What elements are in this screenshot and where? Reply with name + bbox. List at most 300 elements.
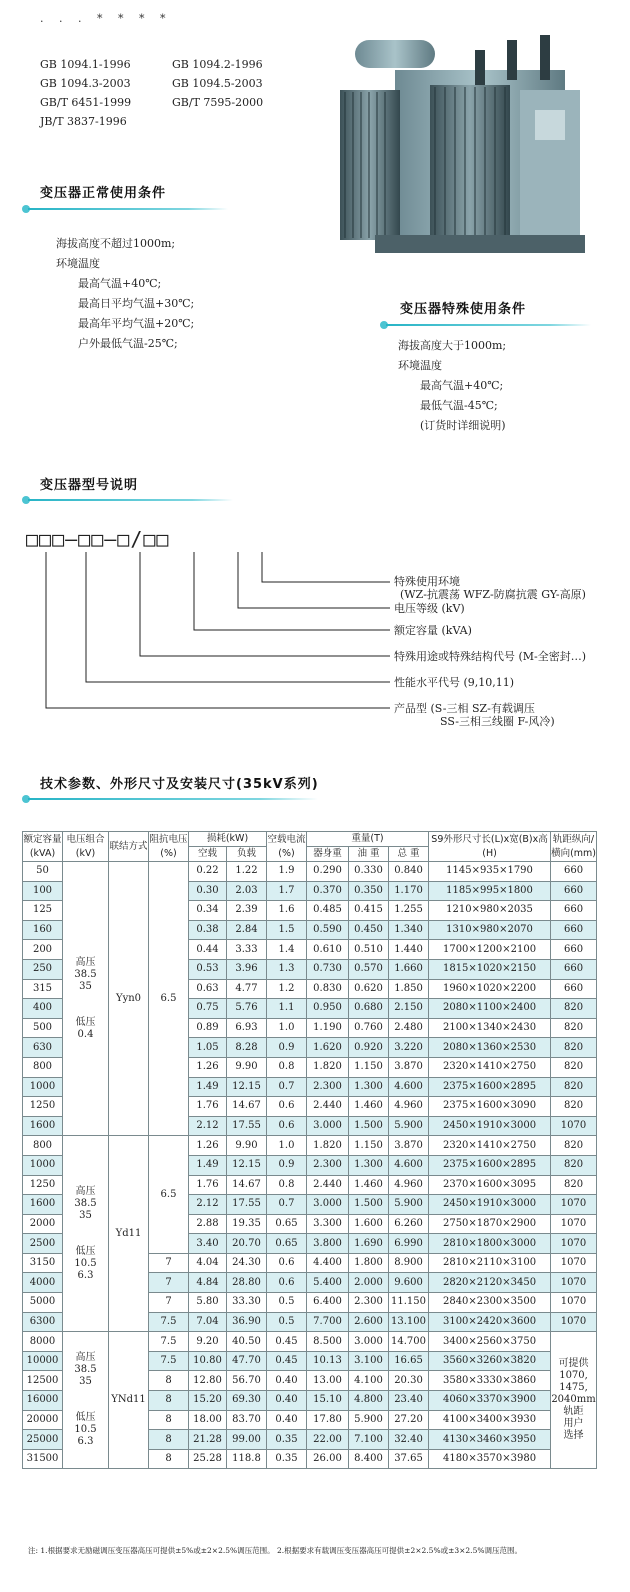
cell-body: 0.950 <box>307 999 349 1019</box>
cell-oil: 0.330 <box>349 862 389 882</box>
cell-total: 3.870 <box>389 1057 429 1077</box>
cell-body: 2.440 <box>307 1175 349 1195</box>
cell-noload: 10.80 <box>189 1351 227 1371</box>
cell-dims: 2840×2300×3500 <box>429 1293 551 1313</box>
cell-gauge: 1070 <box>551 1116 597 1136</box>
cell-oil: 3.000 <box>349 1332 389 1352</box>
cell-total: 9.600 <box>389 1273 429 1293</box>
col-total: 总 重 <box>389 847 429 862</box>
cell-rated: 20000 <box>23 1410 63 1430</box>
cell-noload: 1.49 <box>189 1155 227 1175</box>
cell-dims: 2450×1910×3000 <box>429 1116 551 1136</box>
standard-item: GB 1094.2-1996 <box>172 58 263 71</box>
cell-gauge: 1070 <box>551 1253 597 1273</box>
cell-imp: 8 <box>149 1410 189 1430</box>
cell-load: 2.03 <box>227 881 267 901</box>
cell-rated: 1600 <box>23 1116 63 1136</box>
cell-load: 12.15 <box>227 1077 267 1097</box>
cell-gauge: 820 <box>551 1077 597 1097</box>
cell-oil: 8.400 <box>349 1449 389 1469</box>
cell-rated: 3150 <box>23 1253 63 1273</box>
normal-conditions-title: 变压器正常使用条件 <box>40 186 167 201</box>
cell-oil: 1.150 <box>349 1136 389 1156</box>
cell-load: 33.30 <box>227 1293 267 1313</box>
cell-oil: 0.570 <box>349 959 389 979</box>
cell-current: 0.6 <box>267 1097 307 1117</box>
cell-total: 0.840 <box>389 862 429 882</box>
legend-special-use: 特殊用途或特殊结构代号 (M-全密封…) <box>394 650 587 663</box>
cell-total: 5.900 <box>389 1195 429 1215</box>
cell-total: 4.960 <box>389 1175 429 1195</box>
cell-current: 0.6 <box>267 1273 307 1293</box>
col-imp: 阻抗电压(%) <box>149 832 189 862</box>
cell-body: 4.400 <box>307 1253 349 1273</box>
cell-oil: 0.920 <box>349 1038 389 1058</box>
cell-oil: 1.300 <box>349 1077 389 1097</box>
cell-imp: 7.5 <box>149 1332 189 1352</box>
cell-body: 2.300 <box>307 1077 349 1097</box>
cell-current: 0.45 <box>267 1351 307 1371</box>
cell-noload: 5.80 <box>189 1293 227 1313</box>
standard-item: GB/T 7595-2000 <box>172 96 264 109</box>
cell-imp: 6.5 <box>149 862 189 1136</box>
standard-item: GB 1094.1-1996 <box>40 58 131 71</box>
col-rated: 额定容量(kVA) <box>23 832 63 862</box>
legend-capacity: 额定容量 (kVA) <box>394 624 472 637</box>
cell-body: 3.300 <box>307 1214 349 1234</box>
cell-current: 1.6 <box>267 901 307 921</box>
cell-load: 14.67 <box>227 1097 267 1117</box>
cell-total: 16.65 <box>389 1351 429 1371</box>
cell-noload: 0.30 <box>189 881 227 901</box>
cell-rated: 1600 <box>23 1195 63 1215</box>
cell-imp: 7 <box>149 1293 189 1313</box>
cell-load: 8.28 <box>227 1038 267 1058</box>
cell-oil: 1.460 <box>349 1097 389 1117</box>
cell-noload: 4.84 <box>189 1273 227 1293</box>
cell-rated: 200 <box>23 940 63 960</box>
cell-gauge: 1070 <box>551 1195 597 1215</box>
cell-noload: 18.00 <box>189 1410 227 1430</box>
cell-total: 4.600 <box>389 1155 429 1175</box>
cell-dims: 4130×3460×3950 <box>429 1430 551 1450</box>
cell-imp: 8 <box>149 1371 189 1391</box>
cell-body: 2.300 <box>307 1155 349 1175</box>
cell-voltage: 高压 38.5 35 低压 0.4 <box>63 862 109 1136</box>
cell-rated: 1000 <box>23 1077 63 1097</box>
cell-imp: 8 <box>149 1391 189 1411</box>
cell-noload: 0.89 <box>189 1018 227 1038</box>
cell-gauge: 1070 <box>551 1312 597 1332</box>
cell-conn: Yyn0 <box>109 862 149 1136</box>
legend-special-env-detail: (WZ-抗震荡 WFZ-防腐抗震 GY-高原) <box>400 588 586 601</box>
cell-body: 0.290 <box>307 862 349 882</box>
cell-rated: 2000 <box>23 1214 63 1234</box>
cell-rated: 250 <box>23 959 63 979</box>
cell-current: 0.45 <box>267 1332 307 1352</box>
cell-dims: 2320×1410×2750 <box>429 1057 551 1077</box>
col-voltage: 电压组合(kV) <box>63 832 109 862</box>
cell-oil: 7.100 <box>349 1430 389 1450</box>
cell-dims: 2370×1600×3095 <box>429 1175 551 1195</box>
cell-gauge: 660 <box>551 862 597 882</box>
cell-rated: 16000 <box>23 1391 63 1411</box>
cell-body: 0.370 <box>307 881 349 901</box>
cell-body: 13.00 <box>307 1371 349 1391</box>
col-conn: 联结方式 <box>109 832 149 862</box>
cell-rated: 25000 <box>23 1430 63 1450</box>
col-load: 负载 <box>227 847 267 862</box>
standard-item: GB 1094.5-2003 <box>172 77 263 90</box>
col-loss: 损耗(kW) <box>189 832 267 847</box>
cell-dims: 2320×1410×2750 <box>429 1136 551 1156</box>
cell-load: 6.93 <box>227 1018 267 1038</box>
cell-rated: 12500 <box>23 1371 63 1391</box>
legend-special-env: 特殊使用环境 <box>394 575 460 588</box>
cell-load: 3.33 <box>227 940 267 960</box>
cell-gauge: 820 <box>551 999 597 1019</box>
col-oil: 油 重 <box>349 847 389 862</box>
cell-noload: 2.12 <box>189 1195 227 1215</box>
table-row <box>23 862 597 882</box>
cell-oil: 0.350 <box>349 881 389 901</box>
legend-product-type-2: SS-三相三线圈 F-风冷) <box>440 715 555 728</box>
cell-total: 1.255 <box>389 901 429 921</box>
cell-load: 47.70 <box>227 1351 267 1371</box>
cell-dims: 4180×3570×3980 <box>429 1449 551 1469</box>
cell-noload: 7.04 <box>189 1312 227 1332</box>
cell-gauge: 820 <box>551 1097 597 1117</box>
cell-current: 0.6 <box>267 1116 307 1136</box>
cell-rated: 800 <box>23 1136 63 1156</box>
cell-total: 4.960 <box>389 1097 429 1117</box>
cell-load: 9.90 <box>227 1136 267 1156</box>
cell-oil: 0.680 <box>349 999 389 1019</box>
cell-load: 14.67 <box>227 1175 267 1195</box>
cell-load: 2.39 <box>227 901 267 921</box>
cell-noload: 1.26 <box>189 1057 227 1077</box>
cell-noload: 12.80 <box>189 1371 227 1391</box>
cell-oil: 3.100 <box>349 1351 389 1371</box>
cell-oil: 4.800 <box>349 1391 389 1411</box>
cell-rated: 315 <box>23 979 63 999</box>
cell-dims: 1210×980×2035 <box>429 901 551 921</box>
cell-rated: 50 <box>23 862 63 882</box>
cell-total: 4.600 <box>389 1077 429 1097</box>
cell-total: 5.900 <box>389 1116 429 1136</box>
cell-rated: 1250 <box>23 1097 63 1117</box>
col-current: 空载电流(%) <box>267 832 307 862</box>
cell-rated: 5000 <box>23 1293 63 1313</box>
col-body: 器身重 <box>307 847 349 862</box>
cell-oil: 0.450 <box>349 920 389 940</box>
standard-item: GB/T 6451-1999 <box>40 96 132 109</box>
cell-load: 36.90 <box>227 1312 267 1332</box>
cell-oil: 1.150 <box>349 1057 389 1077</box>
legend-voltage: 电压等级 (kV) <box>394 602 465 615</box>
cell-imp: 7 <box>149 1253 189 1273</box>
cell-body: 10.13 <box>307 1351 349 1371</box>
cell-gauge: 1070 <box>551 1214 597 1234</box>
cell-total: 1.850 <box>389 979 429 999</box>
cell-total: 2.150 <box>389 999 429 1019</box>
cell-total: 2.480 <box>389 1018 429 1038</box>
cell-dims: 2810×2110×3100 <box>429 1253 551 1273</box>
model-code: □□□—□□—□/□□ <box>26 527 170 551</box>
cell-load: 20.70 <box>227 1234 267 1254</box>
legend-product-type: 产品型 (S-三相 SZ-有载调压 <box>394 702 535 715</box>
cell-dims: 4060×3370×3900 <box>429 1391 551 1411</box>
cell-current: 0.6 <box>267 1253 307 1273</box>
cell-rated: 1250 <box>23 1175 63 1195</box>
cell-total: 23.40 <box>389 1391 429 1411</box>
cell-voltage: 高压 38.5 35 低压 10.5 6.3 <box>63 1136 109 1332</box>
cell-current: 0.7 <box>267 1195 307 1215</box>
cell-rated: 630 <box>23 1038 63 1058</box>
cell-rated: 31500 <box>23 1449 63 1469</box>
model-leader-lines <box>0 0 630 740</box>
cell-total: 11.150 <box>389 1293 429 1313</box>
cell-load: 118.8 <box>227 1449 267 1469</box>
cell-body: 3.000 <box>307 1116 349 1136</box>
special-conditions-title: 变压器特殊使用条件 <box>400 302 527 317</box>
cell-dims: 3400×2560×3750 <box>429 1332 551 1352</box>
cell-current: 0.5 <box>267 1293 307 1313</box>
cell-gauge: 820 <box>551 1136 597 1156</box>
cell-load: 24.30 <box>227 1253 267 1273</box>
cell-dims: 2375×1600×2895 <box>429 1077 551 1097</box>
cell-body: 5.400 <box>307 1273 349 1293</box>
cell-dims: 2820×2120×3450 <box>429 1273 551 1293</box>
cell-oil: 2.600 <box>349 1312 389 1332</box>
cell-rated: 800 <box>23 1057 63 1077</box>
cell-total: 6.260 <box>389 1214 429 1234</box>
cell-total: 3.220 <box>389 1038 429 1058</box>
cell-load: 5.76 <box>227 999 267 1019</box>
cell-rated: 4000 <box>23 1273 63 1293</box>
cell-dims: 4100×3400×3930 <box>429 1410 551 1430</box>
cell-gauge: 1070 <box>551 1234 597 1254</box>
table-note: 注: 1.根据要求无励磁调压变压器高压可提供±5%或±2×2.5%调压范围。 2.根据要求有载调压变压器高压可提供±2×2.5%或±3×2.5%调压范围。 <box>28 1546 522 1555</box>
cell-gauge: 660 <box>551 881 597 901</box>
cell-body: 0.590 <box>307 920 349 940</box>
cell-imp: 7 <box>149 1273 189 1293</box>
cell-dims: 1815×1020×2150 <box>429 959 551 979</box>
cell-oil: 1.500 <box>349 1195 389 1215</box>
table-row <box>23 1332 597 1352</box>
cell-load: 1.22 <box>227 862 267 882</box>
cell-rated: 1000 <box>23 1155 63 1175</box>
cell-dims: 1960×1020×2200 <box>429 979 551 999</box>
cell-body: 1.190 <box>307 1018 349 1038</box>
cell-gauge: 820 <box>551 1155 597 1175</box>
cell-load: 17.55 <box>227 1195 267 1215</box>
cell-imp: 8 <box>149 1430 189 1450</box>
cell-body: 0.485 <box>307 901 349 921</box>
cell-load: 56.70 <box>227 1371 267 1391</box>
cell-body: 22.00 <box>307 1430 349 1450</box>
cell-current: 1.3 <box>267 959 307 979</box>
cell-noload: 0.34 <box>189 901 227 921</box>
cell-gauge: 1070 <box>551 1293 597 1313</box>
cell-body: 6.400 <box>307 1293 349 1313</box>
cell-dims: 2810×1800×3000 <box>429 1234 551 1254</box>
cell-noload: 15.20 <box>189 1391 227 1411</box>
spec-table-body <box>23 862 597 1469</box>
cell-total: 6.990 <box>389 1234 429 1254</box>
cell-noload: 9.20 <box>189 1332 227 1352</box>
cell-current: 0.9 <box>267 1155 307 1175</box>
cell-current: 1.0 <box>267 1136 307 1156</box>
cell-current: 1.7 <box>267 881 307 901</box>
cell-load: 28.80 <box>227 1273 267 1293</box>
cell-total: 14.700 <box>389 1332 429 1352</box>
cell-current: 1.9 <box>267 862 307 882</box>
cell-gauge: 820 <box>551 1018 597 1038</box>
cell-dims: 2750×1870×2900 <box>429 1214 551 1234</box>
cell-rated: 125 <box>23 901 63 921</box>
cell-rated: 100 <box>23 881 63 901</box>
cell-current: 1.0 <box>267 1018 307 1038</box>
cell-gauge: 660 <box>551 979 597 999</box>
cell-noload: 2.88 <box>189 1214 227 1234</box>
cell-gauge: 660 <box>551 901 597 921</box>
cell-conn: Yd11 <box>109 1136 149 1332</box>
cell-oil: 0.415 <box>349 901 389 921</box>
cell-oil: 1.600 <box>349 1214 389 1234</box>
cell-oil: 0.760 <box>349 1018 389 1038</box>
cell-dims: 2450×1910×3000 <box>429 1195 551 1215</box>
cell-current: 0.9 <box>267 1038 307 1058</box>
cell-rated: 8000 <box>23 1332 63 1352</box>
cell-rated: 6300 <box>23 1312 63 1332</box>
cell-rated: 2500 <box>23 1234 63 1254</box>
cell-oil: 0.510 <box>349 940 389 960</box>
cell-load: 12.15 <box>227 1155 267 1175</box>
cell-oil: 2.000 <box>349 1273 389 1293</box>
cell-gauge: 820 <box>551 1175 597 1195</box>
cell-noload: 0.63 <box>189 979 227 999</box>
cell-oil: 1.300 <box>349 1155 389 1175</box>
cell-total: 13.100 <box>389 1312 429 1332</box>
cell-oil: 1.800 <box>349 1253 389 1273</box>
cell-body: 0.610 <box>307 940 349 960</box>
special-conditions-text: 海拔高度大于1000m; 环境温度 最高气温+40℃; 最低气温-45℃; (订货时详细说明) <box>398 339 507 432</box>
cell-gauge: 1070 <box>551 1273 597 1293</box>
cell-load: 3.96 <box>227 959 267 979</box>
cell-current: 0.40 <box>267 1371 307 1391</box>
cell-noload: 1.05 <box>189 1038 227 1058</box>
cell-body: 17.80 <box>307 1410 349 1430</box>
cell-noload: 0.53 <box>189 959 227 979</box>
model-title: 变压器型号说明 <box>40 478 139 493</box>
cell-rated: 500 <box>23 1018 63 1038</box>
standard-item: JB/T 3837-1996 <box>40 115 127 128</box>
cell-total: 1.170 <box>389 881 429 901</box>
cell-imp: 6.5 <box>149 1136 189 1254</box>
cell-imp: 8 <box>149 1449 189 1469</box>
cell-load: 83.70 <box>227 1410 267 1430</box>
cell-dims: 3100×2420×3600 <box>429 1312 551 1332</box>
cell-body: 1.820 <box>307 1136 349 1156</box>
cell-current: 0.65 <box>267 1234 307 1254</box>
cell-current: 0.8 <box>267 1057 307 1077</box>
header-dots: . . . * * * * <box>40 12 172 25</box>
cell-current: 1.1 <box>267 999 307 1019</box>
cell-oil: 5.900 <box>349 1410 389 1430</box>
cell-load: 17.55 <box>227 1116 267 1136</box>
cell-noload: 0.44 <box>189 940 227 960</box>
cell-noload: 21.28 <box>189 1430 227 1450</box>
cell-current: 0.5 <box>267 1312 307 1332</box>
cell-noload: 25.28 <box>189 1449 227 1469</box>
cell-dims: 2375×1600×2895 <box>429 1155 551 1175</box>
cell-rated: 160 <box>23 920 63 940</box>
cell-load: 19.35 <box>227 1214 267 1234</box>
standard-item: GB 1094.3-2003 <box>40 77 131 90</box>
cell-noload: 3.40 <box>189 1234 227 1254</box>
cell-current: 1.5 <box>267 920 307 940</box>
cell-load: 40.50 <box>227 1332 267 1352</box>
cell-dims: 2080×1360×2530 <box>429 1038 551 1058</box>
cell-dims: 2100×1340×2430 <box>429 1018 551 1038</box>
cell-dims: 1310×980×2070 <box>429 920 551 940</box>
cell-oil: 1.500 <box>349 1116 389 1136</box>
cell-body: 8.500 <box>307 1332 349 1352</box>
col-gauge: 轨距纵向/横向(mm) <box>551 832 597 862</box>
cell-dims: 3560×3260×3820 <box>429 1351 551 1371</box>
cell-load: 69.30 <box>227 1391 267 1411</box>
cell-dims: 3580×3330×3860 <box>429 1371 551 1391</box>
cell-current: 0.7 <box>267 1077 307 1097</box>
cell-conn: YNd11 <box>109 1332 149 1469</box>
cell-body: 15.10 <box>307 1391 349 1411</box>
cell-total: 8.900 <box>389 1253 429 1273</box>
cell-total: 1.440 <box>389 940 429 960</box>
cell-body: 1.620 <box>307 1038 349 1058</box>
cell-body: 2.440 <box>307 1097 349 1117</box>
cell-body: 3.800 <box>307 1234 349 1254</box>
cell-gauge: 可提供 1070, 1475, 2040mm 轨距 用户 选择 <box>551 1332 597 1469</box>
cell-gauge: 660 <box>551 940 597 960</box>
cell-current: 0.35 <box>267 1449 307 1469</box>
cell-body: 3.000 <box>307 1195 349 1215</box>
cell-total: 20.30 <box>389 1371 429 1391</box>
cell-current: 0.65 <box>267 1214 307 1234</box>
cell-current: 1.4 <box>267 940 307 960</box>
cell-noload: 0.22 <box>189 862 227 882</box>
cell-body: 0.830 <box>307 979 349 999</box>
cell-oil: 1.690 <box>349 1234 389 1254</box>
col-weight: 重量(T) <box>307 832 429 847</box>
cell-oil: 0.620 <box>349 979 389 999</box>
cell-noload: 0.75 <box>189 999 227 1019</box>
cell-dims: 1185×995×1800 <box>429 881 551 901</box>
cell-gauge: 820 <box>551 1038 597 1058</box>
cell-oil: 2.300 <box>349 1293 389 1313</box>
cell-body: 26.00 <box>307 1449 349 1469</box>
cell-noload: 0.38 <box>189 920 227 940</box>
cell-oil: 1.460 <box>349 1175 389 1195</box>
cell-gauge: 660 <box>551 959 597 979</box>
cell-body: 0.730 <box>307 959 349 979</box>
col-dims: S9外形尺寸长(L)x宽(B)x高(H) <box>429 832 551 862</box>
cell-load: 4.77 <box>227 979 267 999</box>
cell-oil: 4.100 <box>349 1371 389 1391</box>
cell-total: 32.40 <box>389 1430 429 1450</box>
cell-noload: 1.76 <box>189 1097 227 1117</box>
cell-voltage: 高压 38.5 35 低压 10.5 6.3 <box>63 1332 109 1469</box>
